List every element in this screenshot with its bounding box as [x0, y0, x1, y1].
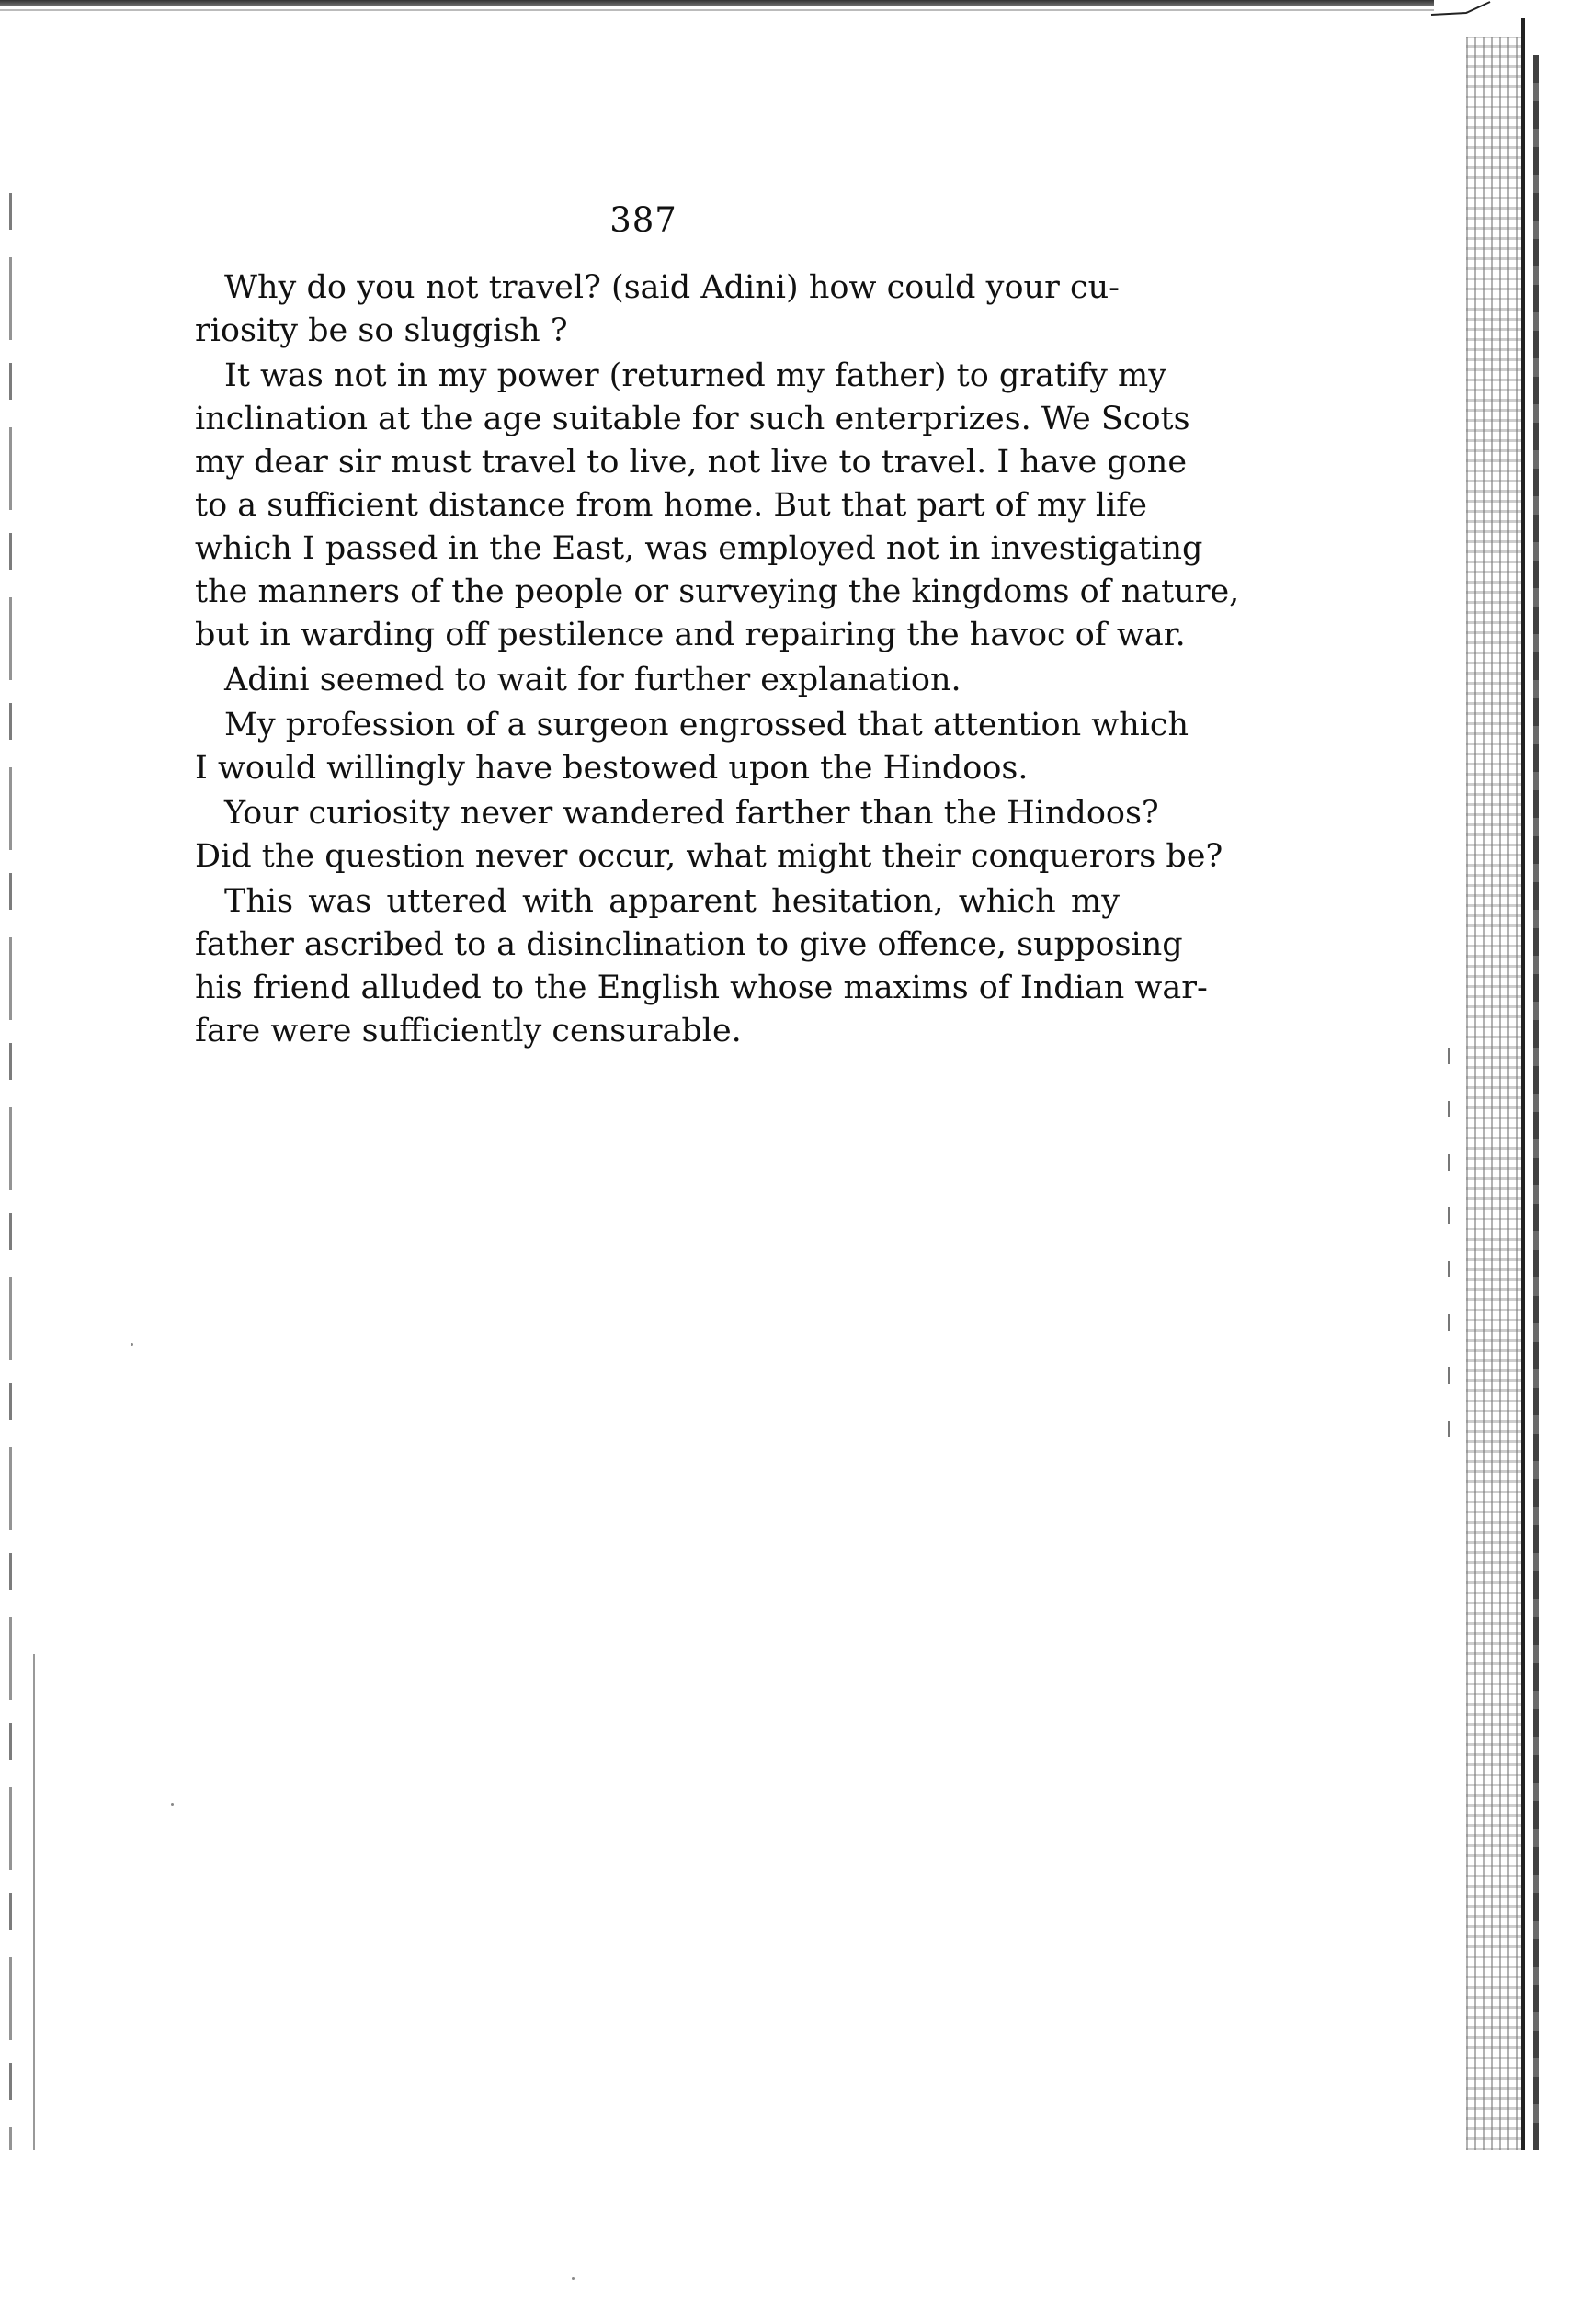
text-line: inclination at the age suitable for such enterprizes. We Scots — [195, 401, 1190, 437]
text-line: My profession of a surgeon engrossed that attention which — [224, 707, 1189, 743]
text-line: fare were sufficiently censurable. — [195, 1013, 742, 1049]
text-line: Your curiosity never wandered farther than the Hindoos? — [224, 795, 1159, 832]
page-top-rule-shadow — [0, 9, 1434, 11]
scan-speck — [171, 1803, 174, 1806]
page-number: 387 — [609, 200, 677, 240]
text-line: the manners of the people or surveying the kingdoms of nature, — [195, 573, 1240, 610]
book-spine-edge — [1521, 18, 1525, 2150]
text-line: father ascribed to a disinclination to give offence, supposing — [195, 926, 1183, 963]
text-line: but in warding off pestilence and repairing the havoc of war. — [195, 617, 1186, 653]
book-spine-texture — [1466, 37, 1521, 2150]
book-spine-outer-edge — [1533, 55, 1539, 2150]
page-top-rule — [0, 0, 1434, 6]
text-line: Did the question never occur, what might their conquerors be? — [195, 838, 1223, 875]
gutter-marks — [1448, 1011, 1450, 1470]
text-line: Adini seemed to wait for further explanation. — [224, 662, 961, 698]
text-line: I would willingly have bestowed upon the Hindoos. — [195, 750, 1029, 787]
text-line: It was not in my power (returned my father) to gratify my — [224, 357, 1166, 394]
text-line: Why do you not travel? (said Adini) how could your cu- — [224, 269, 1120, 306]
paragraph-gap — [195, 1053, 1120, 1055]
text-line: his friend alluded to the English whose maxims of Indian war- — [195, 969, 1208, 1006]
scan-speck — [572, 2277, 575, 2280]
left-page-edge-lower — [33, 1654, 35, 2150]
left-page-edge — [9, 193, 12, 2150]
scan-speck — [131, 1343, 133, 1346]
text-line: which I passed in the East, was employed not in investigating — [195, 530, 1203, 567]
text-line: my dear sir must travel to live, not live to travel. I have gone — [195, 444, 1188, 481]
text-line: This was uttered with apparent hesitation, which my — [224, 883, 1120, 920]
text-line: to a sufficient distance from home. But that part of my life — [195, 487, 1147, 524]
body-text — [195, 266, 1240, 1055]
text-line: riosity be so sluggish ? — [195, 312, 568, 349]
corner-scan-mark — [1429, 0, 1494, 20]
